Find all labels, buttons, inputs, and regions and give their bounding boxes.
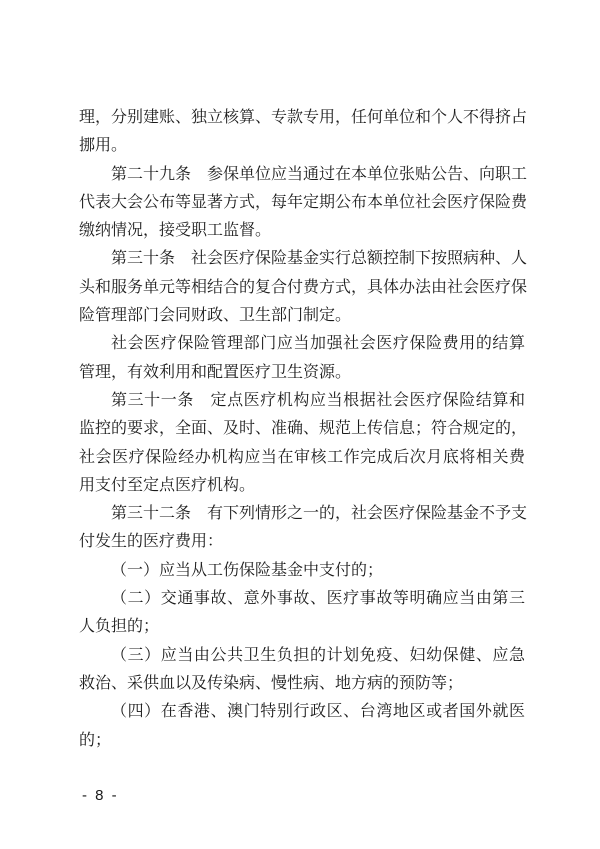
doc-line: 监控的要求，全面、及时、准确、规范上传信息；符合规定的， bbox=[79, 420, 528, 438]
doc-line-item-2: （二）交通事故、意外事故、医疗事故等明确应当由第三 bbox=[111, 590, 525, 608]
doc-line: 救治、采供血以及传染病、慢性病、地方病的预防等； bbox=[79, 674, 464, 692]
doc-line-article-31: 第三十一条 定点医疗机构应当根据社会医疗保险结算和 bbox=[111, 391, 525, 409]
doc-line: 社会医疗保险经办机构应当在审核工作完成后次月底将相关费 bbox=[79, 448, 525, 466]
doc-line: 代表大会公布等显著方式，每年定期公布本单位社会医疗保险费 bbox=[79, 193, 528, 211]
doc-line: 险管理部门会同财政、卫生部门制定。 bbox=[79, 307, 352, 325]
doc-line-article-29: 第二十九条 参保单位应当通过在本单位张贴公告、向职工 bbox=[111, 165, 528, 183]
doc-line-article-30: 第三十条 社会医疗保险基金实行总额控制下按照病种、人 bbox=[111, 250, 528, 268]
doc-line: 挪用。 bbox=[79, 137, 128, 155]
document-body bbox=[79, 104, 528, 755]
doc-line: 头和服务单元等相结合的复合付费方式，具体办法由社会医疗保 bbox=[79, 278, 528, 296]
doc-line: 付发生的医疗费用： bbox=[79, 533, 224, 551]
doc-line: 人负担的； bbox=[79, 618, 160, 636]
doc-line: 缴纳情况，接受职工监督。 bbox=[79, 222, 272, 240]
doc-line: 管理，有效利用和配置医疗卫生资源。 bbox=[79, 363, 352, 381]
page-number: - 8 - bbox=[82, 787, 119, 804]
doc-line-item-1: （一）应当从工伤保险基金中支付的； bbox=[111, 561, 384, 579]
doc-line: 用支付至定点医疗机构。 bbox=[79, 476, 256, 494]
doc-line-item-3: （三）应当由公共卫生负担的计划免疫、妇幼保健、应急 bbox=[111, 646, 525, 664]
doc-line: 社会医疗保险管理部门应当加强社会医疗保险费用的结算 bbox=[111, 335, 525, 353]
doc-line-article-32: 第三十二条 有下列情形之一的，社会医疗保险基金不予支 bbox=[111, 505, 528, 523]
doc-line-item-4: （四）在香港、澳门特别行政区、台湾地区或者国外就医 bbox=[111, 703, 525, 721]
doc-line: 的； bbox=[79, 731, 112, 749]
doc-line: 理，分别建账、独立核算、专款专用，任何单位和个人不得挤占 bbox=[79, 109, 528, 126]
